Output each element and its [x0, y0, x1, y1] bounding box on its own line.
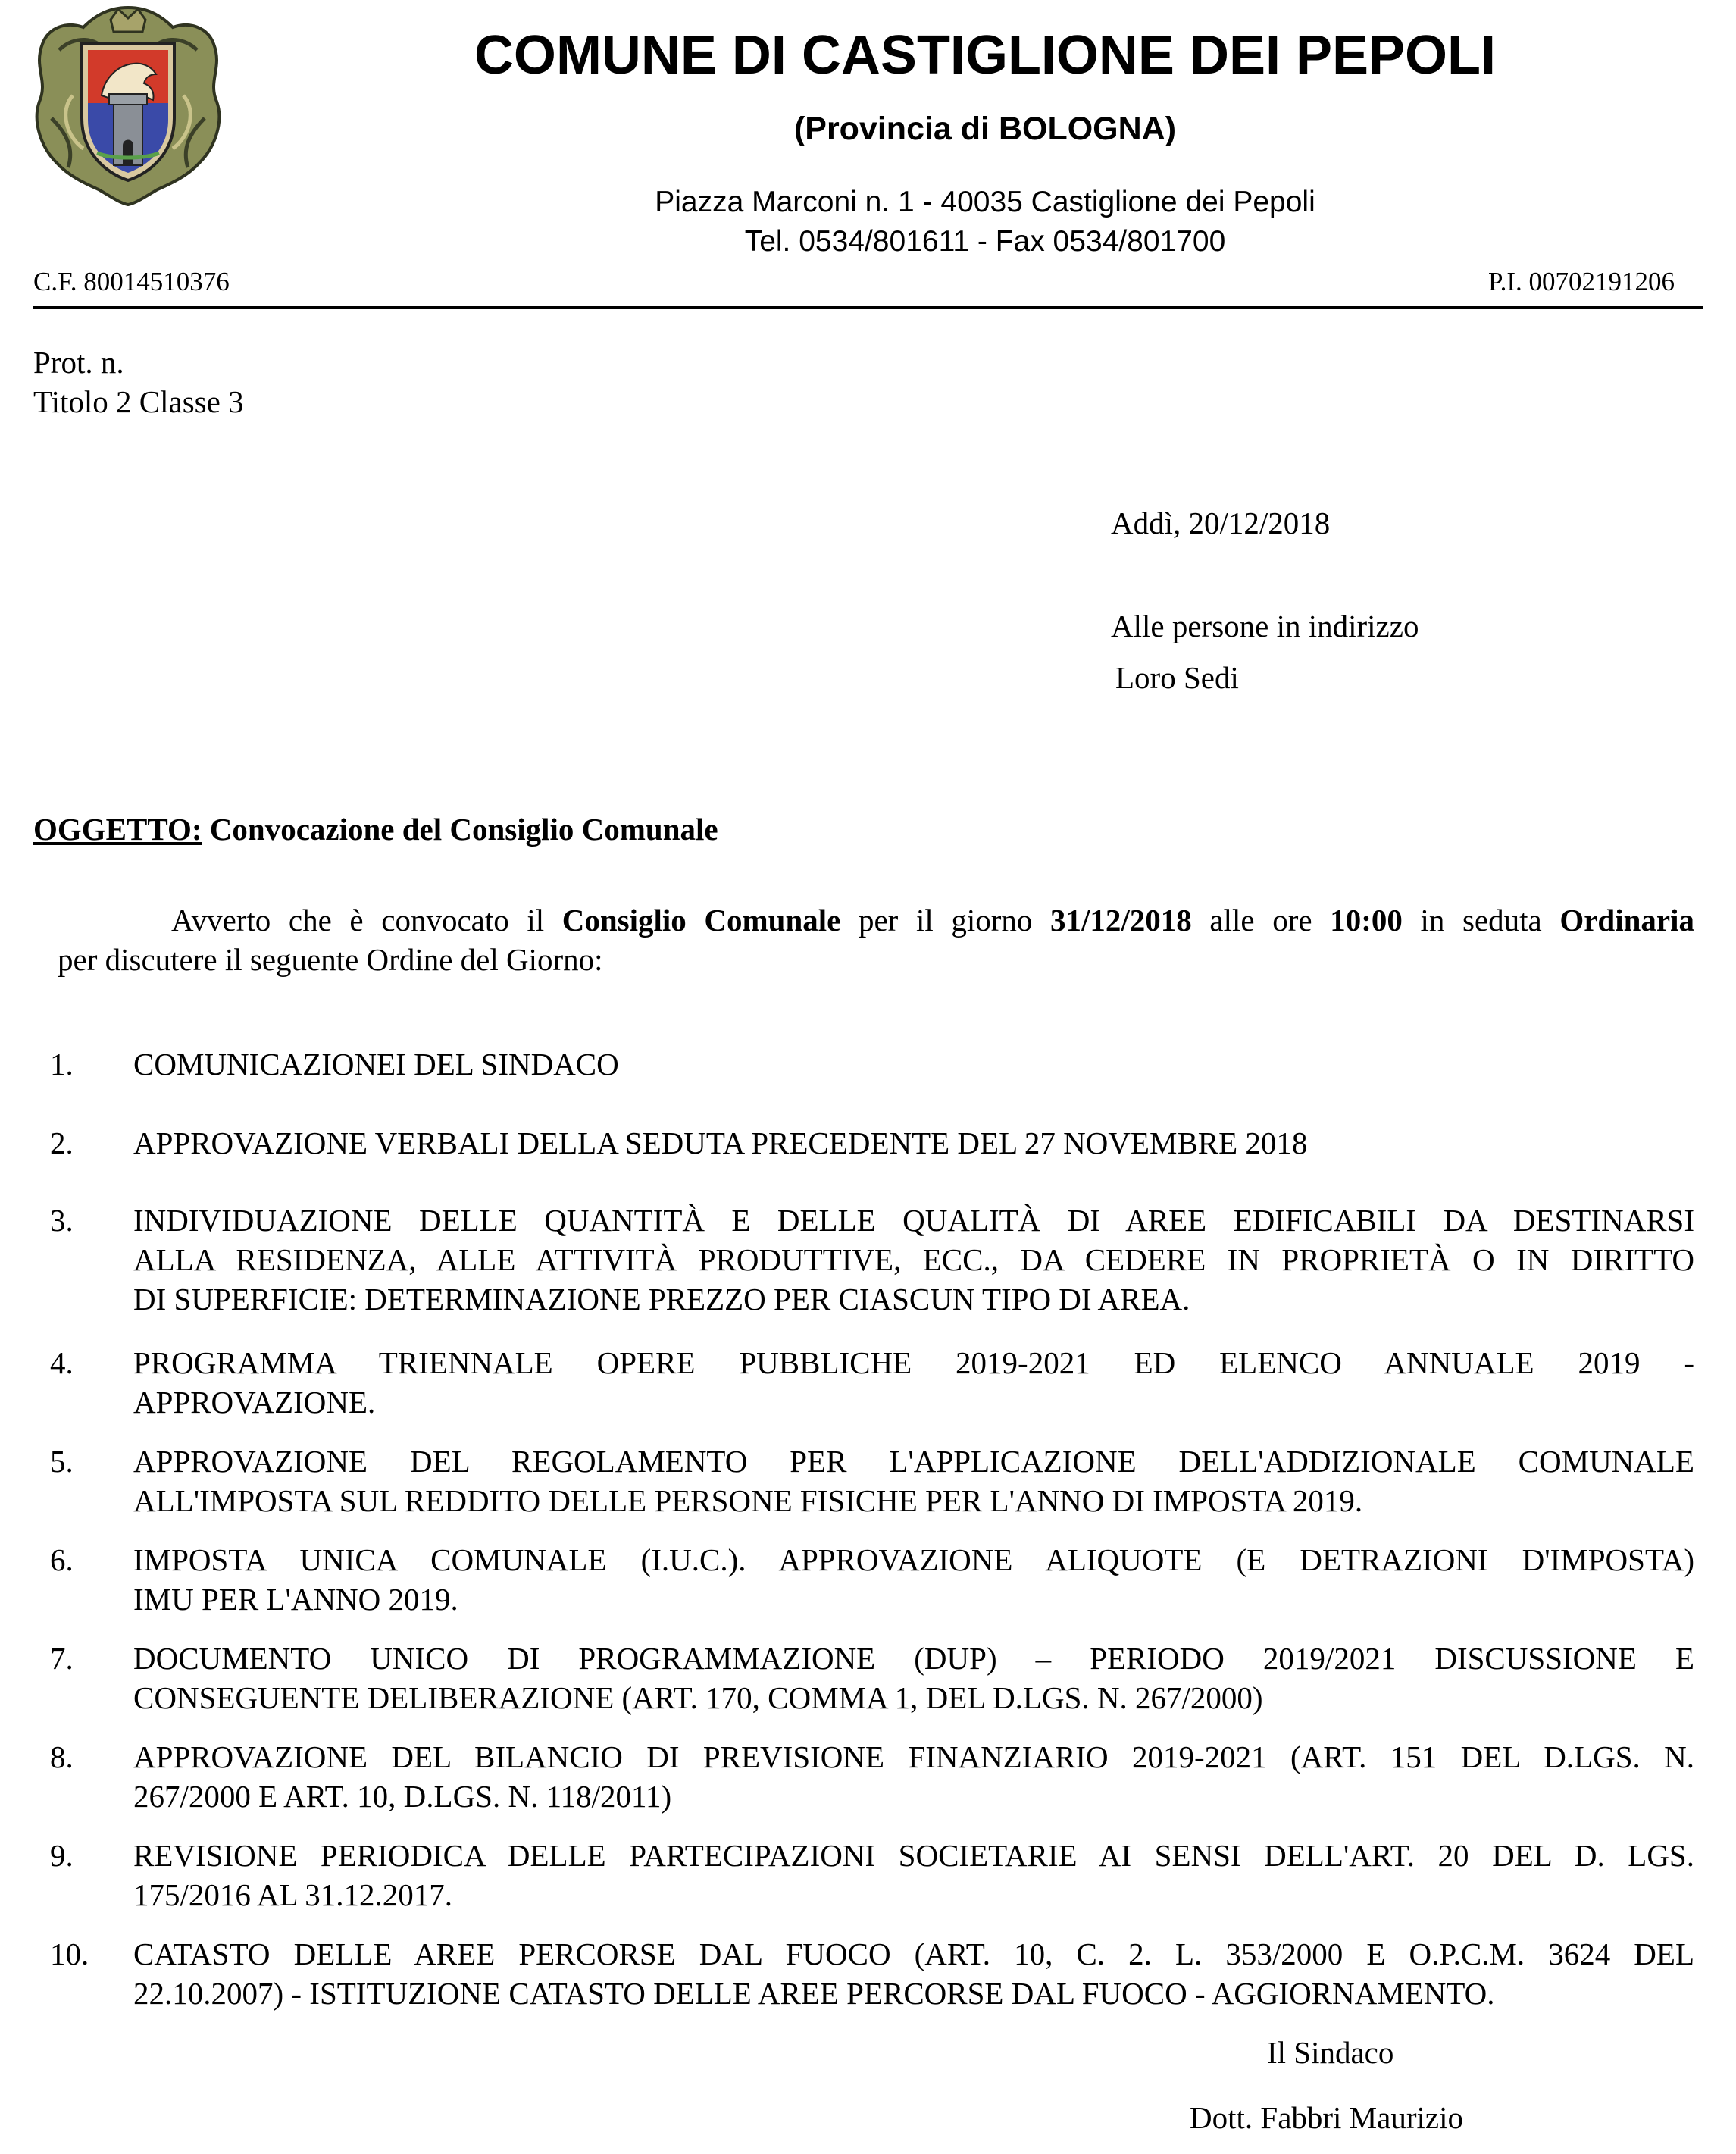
- subject-line: [33, 809, 718, 849]
- agenda-item-line: COMUNICAZIONEI DEL SINDACO: [133, 1047, 619, 1082]
- agenda-item-line: APPROVAZIONE.: [133, 1385, 376, 1420]
- intro-line-2: per discutere il seguente Ordine del Giorno:: [58, 942, 603, 977]
- agenda-item-line: IMU PER L'ANNO 2019.: [133, 1582, 458, 1617]
- signer-title: Il Sindaco: [1267, 2035, 1394, 2070]
- session-type: Ordinaria: [1559, 903, 1695, 938]
- agenda-item-text: [133, 1934, 1694, 2013]
- meeting-time: 10:00: [1330, 903, 1403, 938]
- agenda-item-line: IMPOSTA UNICA COMUNALE (I.U.C.). APPROVAZIONE ALIQUOTE (E DETRAZIONI D'IMPOSTA): [133, 1542, 1694, 1577]
- municipal-crest-icon: [29, 5, 227, 208]
- agenda-item-number: 10.: [50, 1936, 89, 1971]
- signer-name: Dott. Fabbri Maurizio: [1190, 2100, 1463, 2135]
- agenda-item-text: [133, 1044, 1694, 1084]
- agenda-item-text: [133, 1201, 1694, 1319]
- recipient-line-2: Loro Sedi: [1115, 660, 1239, 695]
- agenda-item-line: PROGRAMMA TRIENNALE OPERE PUBBLICHE 2019-2021 ED ELENCO ANNUALE 2019 -: [133, 1345, 1694, 1380]
- org-phone: Tel. 0534/801611 - Fax 0534/801700: [744, 225, 1226, 258]
- fiscal-code: C.F. 80014510376: [33, 267, 230, 296]
- agenda-item-number: 2.: [50, 1126, 74, 1160]
- agenda-item-line: CATASTO DELLE AREE PERCORSE DAL FUOCO (ART. 10, C. 2. L. 353/2000 E O.P.C.M. 3624 DEL: [133, 1936, 1694, 1971]
- intro-paragraph: [58, 900, 1694, 979]
- agenda-item-line: 22.10.2007) - ISTITUZIONE CATASTO DELLE AREE PERCORSE DAL FUOCO - AGGIORNAMENTO.: [133, 1976, 1495, 2011]
- agenda-item-line: INDIVIDUAZIONE DELLE QUANTITÀ E DELLE QUALITÀ DI AREE EDIFICABILI DA DESTINARSI: [133, 1203, 1694, 1238]
- agenda-item-text: [133, 1343, 1694, 1422]
- agenda-item-number: 3.: [50, 1203, 74, 1238]
- agenda-item-line: DI SUPERFICIE: DETERMINAZIONE PREZZO PER CIASCUN TIPO DI AREA.: [133, 1282, 1190, 1317]
- agenda-item-number: 4.: [50, 1345, 74, 1380]
- agenda-item-line: CONSEGUENTE DELIBERAZIONE (ART. 170, COMMA 1, DEL D.LGS. N. 267/2000): [133, 1680, 1263, 1715]
- agenda-item-line: APPROVAZIONE DEL BILANCIO DI PREVISIONE FINANZIARIO 2019-2021 (ART. 151 DEL D.LGS. N.: [133, 1739, 1694, 1774]
- classification: Titolo 2 Classe 3: [33, 384, 244, 419]
- agenda-item-line: APPROVAZIONE DEL REGOLAMENTO PER L'APPLICAZIONE DELL'ADDIZIONALE COMUNALE: [133, 1444, 1694, 1479]
- agenda-item-line: ALLA RESIDENZA, ALLE ATTIVITÀ PRODUTTIVE, ECC., DA CEDERE IN PROPRIETÀ O IN DIRITTO: [133, 1242, 1694, 1277]
- vat-number: P.I. 00702191206: [1488, 267, 1675, 296]
- agenda-item-line: REVISIONE PERIODICA DELLE PARTECIPAZIONI SOCIETARIE AI SENSI DELL'ART. 20 DEL D. LGS.: [133, 1838, 1694, 1873]
- agenda-item-number: 9.: [50, 1838, 74, 1873]
- org-name: COMUNE DI CASTIGLIONE DEI PEPOLI: [474, 25, 1497, 86]
- agenda-item-text: [133, 1123, 1694, 1163]
- intro-text: alle ore: [1191, 903, 1331, 938]
- agenda-item-line: DOCUMENTO UNICO DI PROGRAMMAZIONE (DUP) – PERIODO 2019/2021 DISCUSSIONE E: [133, 1641, 1694, 1676]
- agenda-item-text: [133, 1540, 1694, 1619]
- agenda-item-line: 267/2000 E ART. 10, D.LGS. N. 118/2011): [133, 1779, 672, 1814]
- header-divider: [33, 306, 1703, 309]
- province: (Provincia di BOLOGNA): [793, 111, 1177, 147]
- intro-bold-council: Consiglio Comunale: [561, 903, 841, 938]
- intro-text: Avverto che è convocato il: [171, 903, 562, 938]
- agenda-item-number: 7.: [50, 1641, 74, 1676]
- intro-line-1: [58, 900, 1694, 940]
- recipient-line-1: Alle persone in indirizzo: [1111, 609, 1419, 643]
- agenda-item-text: [133, 1442, 1694, 1520]
- intro-text: in seduta: [1402, 903, 1560, 938]
- subject-text: Convocazione del Consiglio Comunale: [209, 812, 718, 847]
- agenda-item-text: [133, 1737, 1694, 1816]
- intro-text: per il giorno: [840, 903, 1051, 938]
- org-address: Piazza Marconi n. 1 - 40035 Castiglione dei Pepoli: [655, 186, 1315, 218]
- agenda-item-number: 1.: [50, 1047, 74, 1082]
- agenda-item-number: 5.: [50, 1444, 74, 1479]
- agenda-item-text: [133, 1836, 1694, 1914]
- agenda-item-number: 6.: [50, 1542, 74, 1577]
- subject-label: OGGETTO:: [33, 812, 202, 847]
- letter-date: Addì, 20/12/2018: [1111, 506, 1331, 540]
- agenda-item-line: APPROVAZIONE VERBALI DELLA SEDUTA PRECEDENTE DEL 27 NOVEMBRE 2018: [133, 1126, 1308, 1160]
- agenda-item-number: 8.: [50, 1739, 74, 1774]
- agenda-item-text: [133, 1639, 1694, 1717]
- agenda-item-line: 175/2016 AL 31.12.2017.: [133, 1877, 453, 1912]
- protocol-number: Prot. n.: [33, 345, 124, 380]
- meeting-date: 31/12/2018: [1050, 903, 1192, 938]
- agenda-item-line: ALL'IMPOSTA SUL REDDITO DELLE PERSONE FISICHE PER L'ANNO DI IMPOSTA 2019.: [133, 1483, 1363, 1518]
